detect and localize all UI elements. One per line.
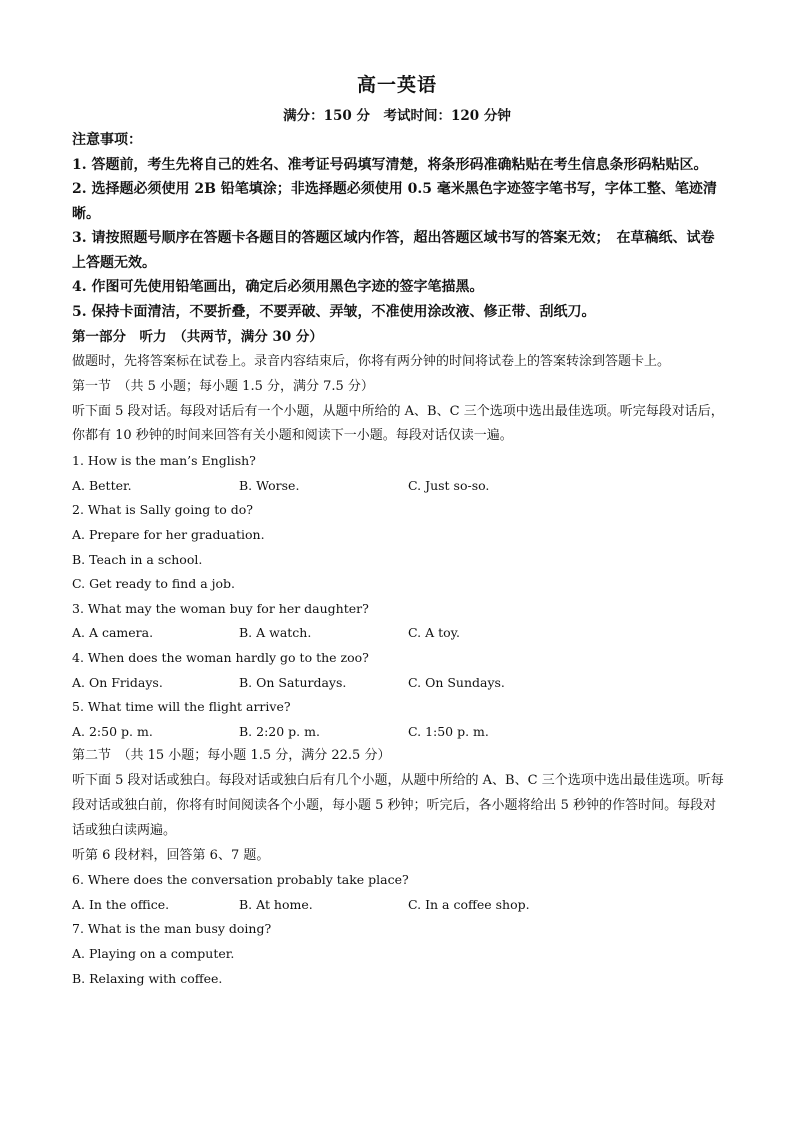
question-text: 4. When does the woman hardly go to the zoo? [72,649,369,665]
question-text: 1. How is the man’s English? [72,453,256,469]
option-c: C. Get ready to find a job. [72,576,235,592]
question-options [72,671,724,696]
option-c: C. In a coffee shop. [408,896,530,912]
notice-item: 2. 选择题必须使用 2B 铅笔填涂；非选择题必须使用 0.5 毫米黑色字迹签字笔书写，字体工整、笔迹清晰。 [72,181,717,222]
section2-instruction: 听下面 5 段对话或独白。每段对话或独白后有几个小题，从题中所给的 A、B、C 三个选项中选出最佳选项。听每段对话或独白前，你将有时间阅读各个小题，每小题 5 秒钟；听完后，各小题将给出 5 秒钟的作答时间。每段对话或独白读两遍。 [72,773,724,838]
section1-heading: 第一节 （共 5 小题；每小题 1.5 分，满分 7.5 分） [72,378,374,394]
question-text: 2. What is Sally going to do? [72,502,253,518]
notice-item: 1. 答题前，考生先将自己的姓名、准考证号码填写清楚，将条形码准确粘贴在考生信息条形码粘贴区。 [72,156,708,173]
option-b: B. Teach in a school. [72,551,203,567]
option-b: B. On Saturdays. [239,674,347,690]
question-options [72,720,724,745]
question-text: 7. What is the man busy doing? [72,921,272,937]
option-a: A. In the office. [72,896,170,912]
option-a: A. 2:50 p. m. [72,723,153,739]
notice-item: 3. 请按照题号顺序在答题卡各题目的答题区域内作答，超出答题区域书写的答案无效； 在草稿纸、试卷上答题无效。 [72,230,715,271]
question-options [72,474,724,499]
exam-content [72,128,724,991]
section1-instruction: 听下面 5 段对话。每段对话后有一个小题，从题中所给的 A、B、C 三个选项中选出最佳选项。听完每段对话后，你都有 10 秒钟的时间来回答有关小题和阅读下一小题。每段对话仅读一遍。 [72,403,724,444]
question-text: 3. What may the woman buy for her daughter? [72,600,369,616]
part1-instruction: 做题时，先将答案标在试卷上。录音内容结束后，你将有两分钟的时间将试卷上的答案转涂到答题卡上。 [72,354,671,369]
question-options [72,893,724,918]
section2-heading: 第二节 （共 15 小题；每小题 1.5 分，满分 22.5 分） [72,748,391,764]
notice-section [72,128,724,324]
option-c: C. A toy. [408,625,460,641]
option-c: C. Just so-so. [408,477,490,493]
question-options [72,621,724,646]
option-b: B. A watch. [239,625,312,641]
notice-item: 5. 保持卡面清洁，不要折叠，不要弄破、弄皱，不准使用涂改液、修正带、刮纸刀。 [72,303,596,320]
notice-heading: 注意事项： [72,132,142,148]
material-note: 听第 6 段材料，回答第 6、7 题。 [72,847,270,863]
option-a: A. A camera. [72,625,154,641]
option-b: B. At home. [239,896,313,912]
question-text: 6. Where does the conversation probably take place? [72,872,409,888]
exam-info: 满分：150 分 考试时间：120 分钟 [283,108,511,124]
option-a: A. Prepare for her graduation. [72,526,265,542]
option-b: B. 2:20 p. m. [239,723,320,739]
option-a: A. On Fridays. [72,674,163,690]
notice-item: 4. 作图可先使用铅笔画出，确定后必须用黑色字迹的签字笔描黑。 [72,279,484,295]
option-b: B. Relaxing with coffee. [72,970,223,986]
part1-heading: 第一部分 听力 （共两节，满分 30 分） [72,329,323,345]
option-b: B. Worse. [239,477,300,493]
question-text: 5. What time will the flight arrive? [72,699,291,715]
page-title: 高一英语 [356,74,437,96]
option-a: A. Better. [72,477,132,493]
part1-body [72,350,724,991]
option-a: A. Playing on a computer. [72,946,235,962]
option-c: C. On Sundays. [408,674,505,690]
option-c: C. 1:50 p. m. [408,723,489,739]
